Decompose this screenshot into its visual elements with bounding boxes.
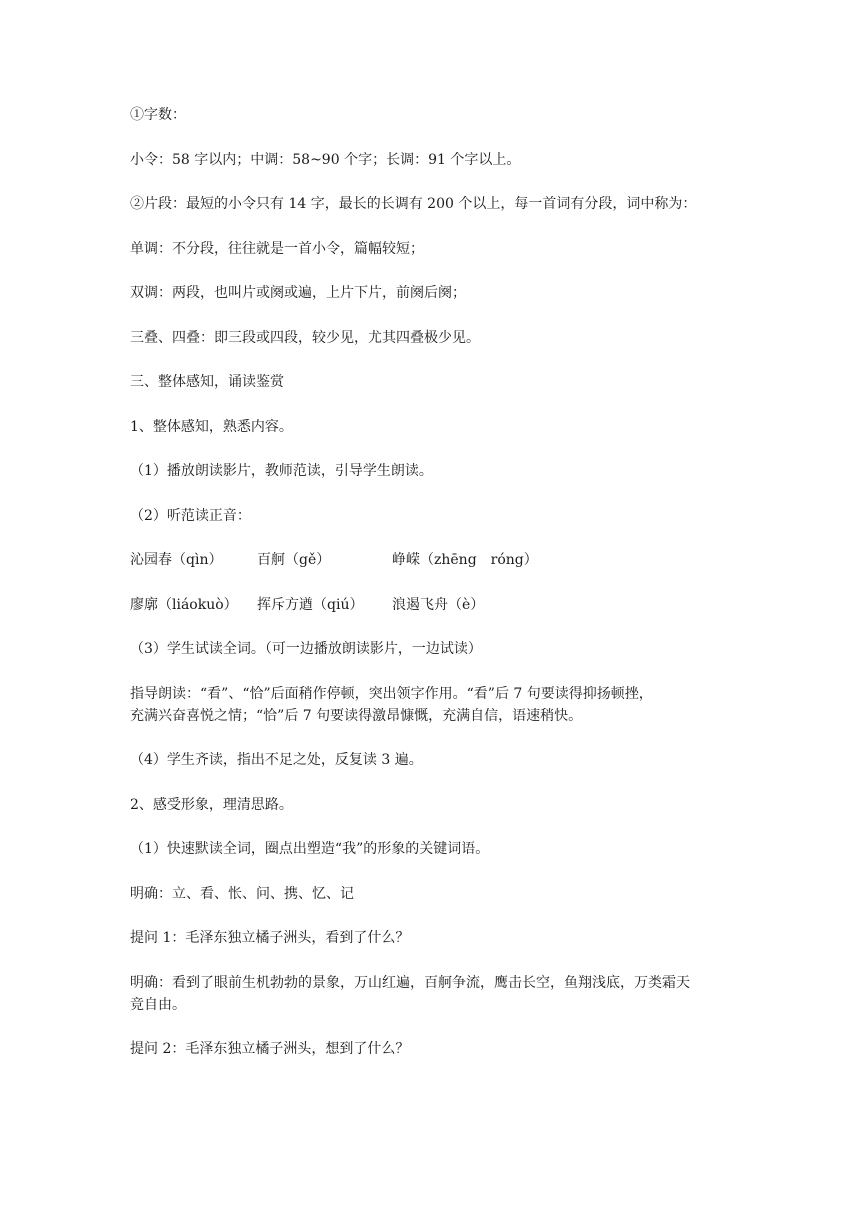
reading-guide-line-1: 指导朗读：“看”、“恰”后面稍作停顿，突出领字作用。“看”后 7 句要读得抑扬顿挫， bbox=[130, 685, 653, 702]
step-one-item-1: （1）播放朗读影片，教师范读，引导学生朗读。 bbox=[130, 463, 433, 479]
answer-one-line-1: 明确：看到了眼前生机勃勃的景象，万山红遍，百舸争流，鹰击长空，鱼翔浅底，万类霜天 bbox=[130, 974, 690, 991]
double-tune-line: 双调：两段，也叫片或阕或遍，上片下片，前阕后阕； bbox=[130, 285, 466, 301]
section-three-heading: 三、整体感知，诵读鉴赏 bbox=[130, 374, 284, 390]
pronunciation-term: 峥嵘（zhēng róng） bbox=[392, 552, 538, 568]
triple-quadruple-line: 三叠、四叠：即三段或四段，较少见，尤其四叠极少见。 bbox=[130, 329, 480, 346]
segment-paragraph: ②片段：最短的小令只有 14 字，最长的长调有 200 个以上，每一首词有分段，词中称为： bbox=[130, 196, 697, 212]
pronunciation-row-2 bbox=[130, 594, 740, 616]
reading-guide-line-2: 充满兴奋喜悦之情；“恰”后 7 句要读得激昂慷慨，充满自信，语速稍快。 bbox=[130, 707, 583, 724]
document-body bbox=[130, 104, 740, 1060]
step-one-heading: 1、整体感知，熟悉内容。 bbox=[130, 418, 293, 435]
pronunciation-term: 百舸（gě） bbox=[257, 552, 331, 568]
step-two-item-1: （1）快速默读全词，圈点出塑造“我”的形象的关键词语。 bbox=[130, 841, 490, 857]
step-two-heading: 2、感受形象，理清思路。 bbox=[130, 796, 293, 813]
step-one-item-2: （2）听范读正音： bbox=[130, 507, 251, 524]
pronunciation-term: 挥斥方遒（qiú） bbox=[257, 596, 364, 613]
step-one-item-3: （3）学生试读全词。（可一边播放朗读影片，一边试读） bbox=[130, 641, 482, 657]
pronunciation-term: 沁园春（qìn） bbox=[130, 552, 223, 568]
answer-one-line-2: 竞自由。 bbox=[130, 996, 186, 1013]
question-one: 提问 1：毛泽东独立橘子洲头，看到了什么？ bbox=[130, 930, 410, 946]
word-count-heading: ①字数： bbox=[130, 107, 186, 123]
single-tune-line: 单调：不分段，往往就是一首小令，篇幅较短； bbox=[130, 240, 424, 257]
pronunciation-row-1 bbox=[130, 549, 740, 571]
answer-keywords: 明确：立、看、怅、问、携、忆、记 bbox=[130, 885, 354, 902]
question-two: 提问 2：毛泽东独立橘子洲头，想到了什么？ bbox=[130, 1041, 410, 1057]
ci-length-categories: 小令：58 字以内；中调：58~90 个字；长调：91 个字以上。 bbox=[130, 151, 521, 168]
pronunciation-term: 浪遏飞舟（è） bbox=[392, 596, 485, 613]
step-one-item-4: （4）学生齐读，指出不足之处，反复读 3 遍。 bbox=[130, 752, 423, 768]
pronunciation-term: 廖廓（liáokuò） bbox=[130, 596, 238, 613]
